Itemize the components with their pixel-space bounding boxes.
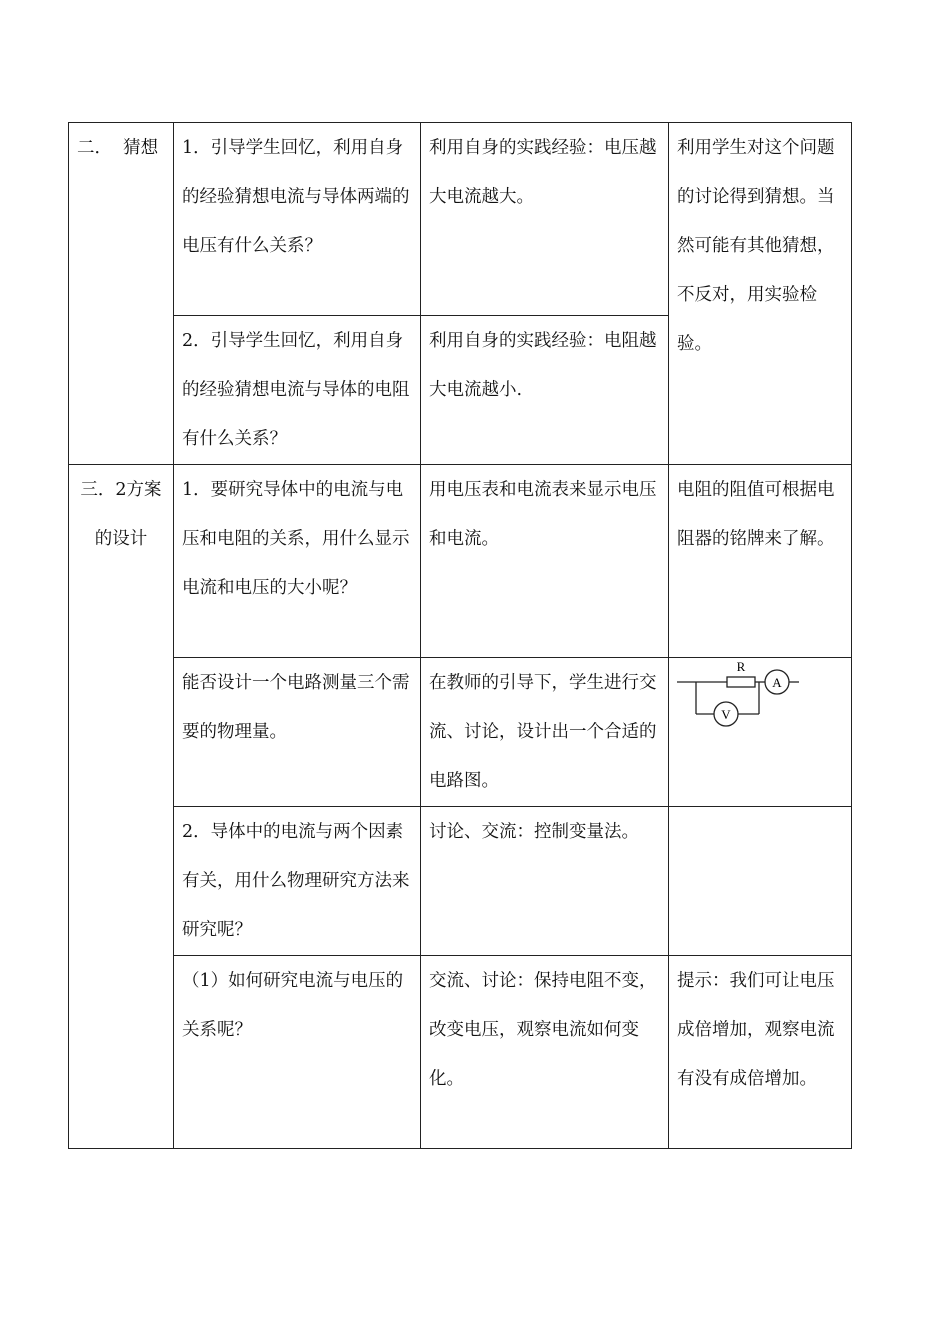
circuit-diagram-cell xyxy=(669,658,852,807)
table-row xyxy=(69,807,852,956)
table-row xyxy=(69,465,852,658)
circuit-diagram xyxy=(669,658,835,738)
design-intent-cell: 提示：我们可让电压成倍增加，观察电流有没有成倍增加。 xyxy=(669,956,852,1149)
design-intent-cell: 电阻的阻值可根据电阻器的铭牌来了解。 xyxy=(669,465,852,658)
ammeter-label: A xyxy=(772,675,782,690)
student-activity-cell: 在教师的引导下，学生进行交流、讨论，设计出一个合适的电路图。 xyxy=(421,658,669,807)
student-activity-cell: 利用自身的实践经验：电压越大电流越大。 xyxy=(421,123,669,316)
resistor-label: R xyxy=(736,659,746,674)
stage-cell-design: 三．2方案的设计 xyxy=(69,465,174,1149)
student-activity-cell: 交流、讨论：保持电阻不变，改变电压，观察电流如何变化。 xyxy=(421,956,669,1149)
lesson-plan-table xyxy=(68,122,852,1149)
teacher-activity-cell: 2．导体中的电流与两个因素有关，用什么物理研究方法来研究呢？ xyxy=(174,807,421,956)
design-intent-cell xyxy=(669,807,852,956)
student-activity-cell: 用电压表和电流表来显示电压和电流。 xyxy=(421,465,669,658)
teacher-activity-cell: 1．要研究导体中的电流与电压和电阻的关系，用什么显示电流和电压的大小呢？ xyxy=(174,465,421,658)
teacher-activity-cell: 能否设计一个电路测量三个需要的物理量。 xyxy=(174,658,421,807)
teacher-activity-cell: （1）如何研究电流与电压的关系呢？ xyxy=(174,956,421,1149)
table-row xyxy=(69,956,852,1149)
voltmeter-label: V xyxy=(721,707,731,722)
stage-cell-guess: 二． 猜想 xyxy=(69,123,174,465)
design-intent-cell: 利用学生对这个问题的讨论得到猜想。当然可能有其他猜想，不反对，用实验检验。 xyxy=(669,123,852,465)
student-activity-cell: 讨论、交流：控制变量法。 xyxy=(421,807,669,956)
table-row xyxy=(69,123,852,316)
student-activity-cell: 利用自身的实践经验：电阻越大电流越小. xyxy=(421,316,669,465)
table-row xyxy=(69,658,852,807)
teacher-activity-cell: 2．引导学生回忆，利用自身的经验猜想电流与导体的电阻有什么关系？ xyxy=(174,316,421,465)
teacher-activity-cell: 1．引导学生回忆，利用自身的经验猜想电流与导体两端的电压有什么关系？ xyxy=(174,123,421,316)
